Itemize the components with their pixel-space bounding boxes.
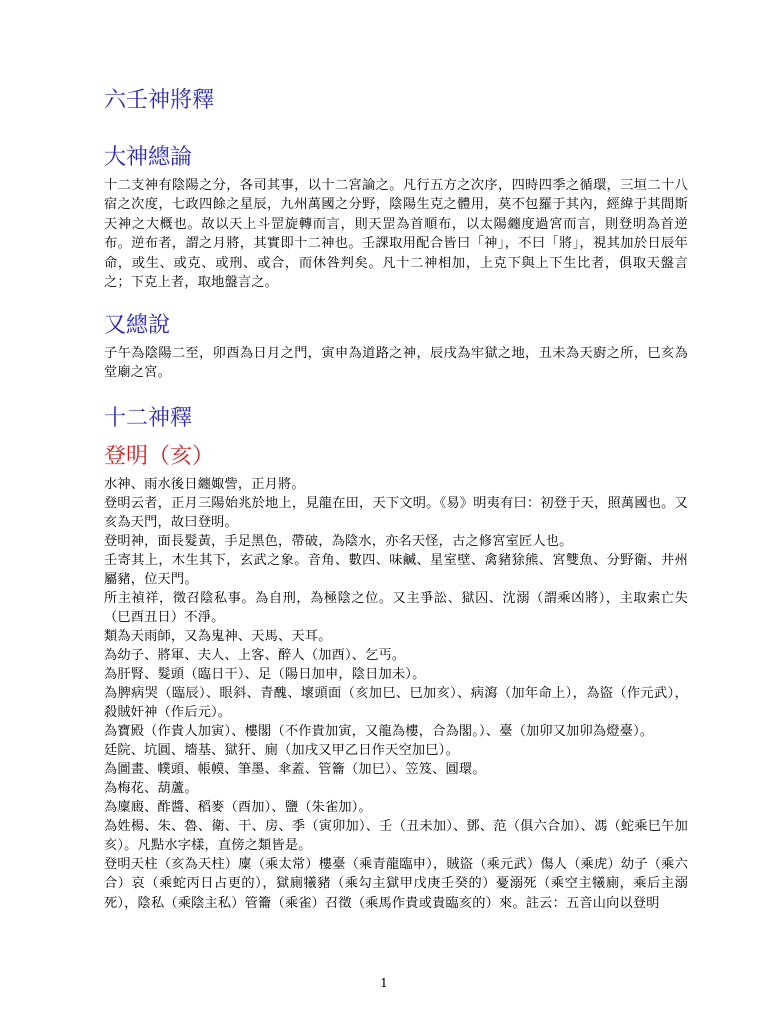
- paragraph-dengming-3: 登明神，面長髮黃，手足黑色，帶破，為陰水，亦名天怪，古之修宮室匠人也。: [104, 534, 573, 549]
- paragraph-general: 十二支神有陰陽之分，各司其事，以十二宮論之。凡行五方之次序，四時四季之循環，三垣二十八宿之次度，七政四餘之星辰，九州萬國之分野，陰陽生克之體用，莫不包羅于其內，經緯于其間斯天神之大概也。故以天上斗罡旋轉而言，則天罡為首順布，以太陽纏度過宮而言，則登明為首逆布。逆布者，謂之月將，其實即十二神也。壬課取用配合皆曰「神」，不曰「將」，視其加於日辰年命，或生、或克、或刑、或合，而休咎判矣。凡十二神相加，上克下與上下生比者，俱取天盤言之；下克上者，取地盤言之。: [104, 178, 688, 291]
- paragraph-dengming-16: 登明天柱（亥為天柱）廩（乘太常）樓臺（乘青龍臨申），賊盜（乘元武）傷人（乘虎）幼子（乘六合）哀（乘蛇丙日占更的），獄廁犧豬（乘勾主獄甲戊庚壬癸的）憂溺死（乘空主犧廁，乘后主溺死），陰私（乘陰主私）管籥（乘雀）召徵（乘馬作貴或貴臨亥的）來。註云：五音山向以登明: [104, 857, 688, 911]
- page-number: 1: [380, 976, 388, 990]
- paragraph-dengming-9: 為脾病哭（臨辰）、眼斜、青醜、壞頭面（亥加巳、巳加亥）、病瀉（加年命上），為盜（作元武），殺賊奸神（作后元）。: [104, 686, 688, 721]
- paragraph-dengming-4: 壬寄其上，木生其下，玄武之象。音角、數四、味鹹、星室壁、禽豬狳熊、宮雙魚、分野衛、井州屬豬，位天門。: [104, 553, 688, 588]
- paragraph-dengming-5: 所主禎祥，徵召陰私事。為自刑，為極陰之位。又主爭訟、獄囚、沈溺（謂乘凶將），主取索亡失（巳酉丑日）不淨。: [104, 591, 688, 626]
- paragraph-dengming-12: 為圖畫、幞頭、帳幙、筆墨、傘蓋、管籥（加巳）、笠笈、圓環。: [104, 762, 486, 777]
- paragraph-dengming-1: 水神、雨水後日纏娵訾，正月將。: [104, 477, 305, 492]
- paragraph-dengming-13: 為梅花、葫蘆。: [104, 781, 198, 796]
- paragraph-again: 子午為陰陽二至，卯酉為日月之門，寅申為道路之神，辰戌為牢獄之地，丑未為天廚之所，巳亥為堂廟之宮。: [104, 346, 688, 381]
- section-heading-again: 又總說: [104, 313, 171, 338]
- paragraph-dengming-8: 為肝腎、髮頭（臨日干）、足（陽日加申，陰日加未）。: [104, 667, 426, 682]
- section-heading-general: 大神總論: [104, 145, 193, 170]
- page-title: 六壬神將釋: [104, 88, 215, 113]
- paragraph-dengming-2: 登明云者，正月三陽始兆於地上，見龍在田，天下文明。《易》明夷有曰：初登于天，照萬國也。又亥為天門，故曰登明。: [104, 496, 688, 531]
- subsection-heading-dengming: 登明（亥）: [104, 444, 215, 469]
- section-heading-twelve: 十二神釋: [104, 406, 193, 431]
- paragraph-dengming-14: 為廩廄、酢醬、稻麥（酉加）、鹽（朱雀加）。: [104, 800, 372, 815]
- paragraph-dengming-7: 為幼子、將軍、夫人、上客、醉人（加酉）、乞丐。: [104, 648, 406, 663]
- paragraph-dengming-10: 為寶殿（作貴人加寅）、樓閣（不作貴加寅，又龍為樓，合為閣。）、臺（加卯又加卯為燈臺）。: [104, 724, 654, 739]
- paragraph-dengming-15: 為姓楊、朱、魯、衛、干、房、季（寅卯加）、壬（丑未加）、鄧、范（俱六合加）、馮（蛇乘巳午加亥）。凡點水字樣，直傍之類皆是。: [104, 819, 688, 854]
- paragraph-dengming-6: 類為天雨師，又為鬼神、天馬、天耳。: [104, 629, 332, 644]
- paragraph-dengming-11: 廷院、坑圓、墻基、獄犴、廁（加戌又甲乙日作天空加巳）。: [104, 743, 459, 758]
